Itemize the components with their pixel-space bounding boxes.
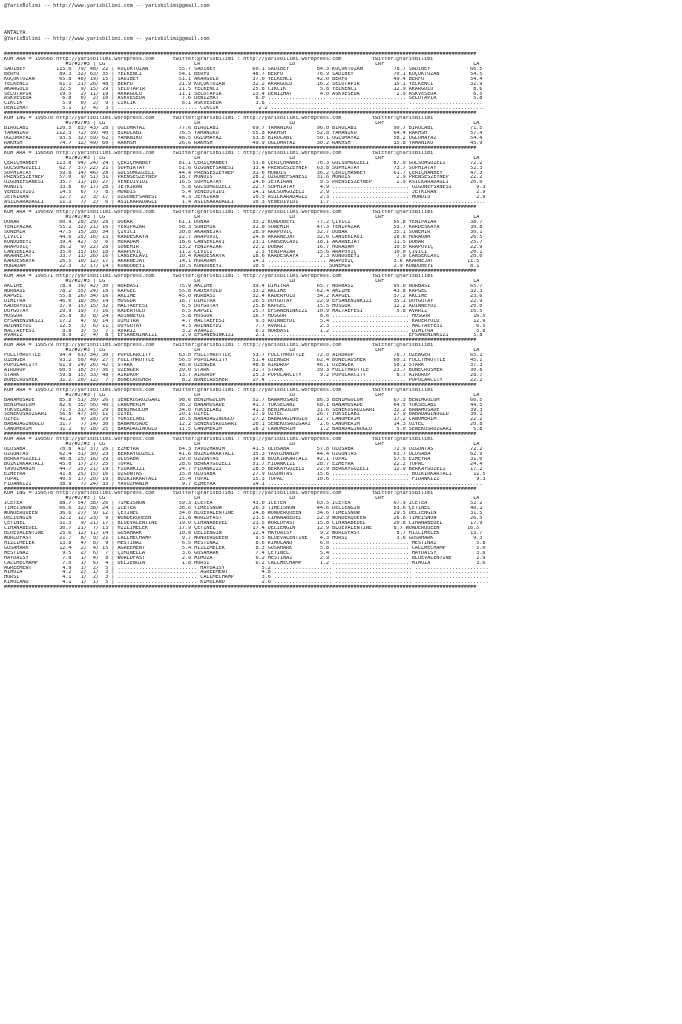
race-header: KUM ING = 199570 http://yarisbilimi.wordpress.com twitter:@YarisBilimi : http://yarisbilimi.wordpress.com twitter:@YarisBilimi <box>4 116 434 122</box>
table-row: BABADAGINOGLU 31.7 7/ 14/ 30 | BANAMÜSADE 12.2 SENEKUSRÜZGARI 20.1 SENEKUSRÜZGARI 2.6 CANOMERIM 14.3 ÖZYEL 20.8 <box>4 422 483 428</box>
race-block <box>4 383 680 432</box>
column-titles: #1/#2/#3 | LG LR LD LRF LA <box>4 279 480 285</box>
table-row: KAPGEL 55.8 26/ 34/ 16 | AKLIME 45.0 NURBASI 32.4 KADERYOLU 34.2 KAPGEL 37.2 AKLIME 23.6 <box>4 293 483 299</box>
table-row: WONDERQUEEN 36.6 27/ 9/ 12 | ÇETINEL 34.0 BLUEVALENTINE 24.6 WONDERQUEEN 34.6 TIMEISNOW 29.5 DELIENGIN 31.5 <box>4 511 483 517</box>
table-row: POPULARCITY 61.9 24/ 26/ 42 | STARK 48.8 ÖZENGER 48.6 AIRDROP 46.1 ÖZENGER 58.1 STARK 37.3 <box>4 363 483 368</box>
separator-line: ########################################################################################################################################################## <box>4 432 477 438</box>
table-row: AVARIZ 8.9 2/ 4/ 8 | EFSANENINKIZI 2.9 EFSANENINKIZI 2.1 ................... ......................... EFSANENINKIZI 5.8 <box>4 333 483 339</box>
column-titles: #1/#2/#3 | LG LR LD LRF LA <box>4 121 480 127</box>
table-row: VENEDIVIDI 14.5 6/ 7/ 8 | MONDIS 5.4 VENEDIVIDI 14.1 GÜLSÜMGÜZELI 2.9 ......................... JETKIRAN 2.9 <box>4 190 486 196</box>
table-row: BANAMÜSADE 85.8 51/ 39/ 26 | SENEKUSRÜZGARI 98.6 BENIMGÜLÜM 52.7 BANAMÜSADE 86.3 BENIMGÜLÜM 67.3 BENIMGÜLÜM 66.5 <box>4 397 483 403</box>
column-titles: #1/#2/#3 | LG LR LD LRF LA <box>4 392 480 398</box>
table-row: HOSGÖR 25.8 8/ 8/ 24 | ADINNEYDI 5.8 HOSGÖR 16.7 HOSGÖR 8.6 ......................... HOSGÖR 16.5 <box>4 313 486 319</box>
table-row: MIMOZA 4.2 2/ 1/ 3 | .......................... AGREEMENT 4.8 ................... ......................... ........................ <box>4 570 489 576</box>
separator-line: ########################################################################################################################################################## <box>4 111 477 117</box>
table-row: ARAPOVIÇ 36.2 9/ 22/ 28 | SONEMIR 13.2 YENIPAZAR 22.2 DOBAR 16.7 HÜRADAM 10.0 ARAPOVIÇ 22.9 <box>4 244 483 250</box>
table-row: MESTINAZ 9.5 2/ 6/ 7 | ÇIMINELLA 3.6 GOSAHARK 7.4 ÇETINEL 5.4 ......................... HAYDAISY 3.6 <box>4 550 486 556</box>
table-row: TIMEISNOW 66.6 32/ 38/ 24 | ICETEA 36.6 TIMEISNOW 26.3 TIMEISNOW 44.6 DELIENGIN 63.6 ÇETINEL 40.1 <box>4 506 483 512</box>
race-report-document <box>4 3 680 590</box>
table-row: SADIBEY 115.0 79/ 48/ 22 | KÜÇÜKTOZAN 55.7 SADIBEY 60.1 SADIBEY 84.3 KÜÇÜKTOZAN 78.7 SADIBEY 66.5 <box>4 66 483 72</box>
race-header: KUM ARA = 199572 http://yarisbilimi.wordpress.com twitter:@YarisBilimi : http://yarisbilimi.wordpress.com twitter:@YarisBilimi <box>4 387 434 393</box>
table-row: YELKENCI 61.1 21/ 26/ 48 | BERFU 21.9 KÜÇÜKTOZAN 32.2 AKARGÜLÜ 16.2 SELOTAPIR 15.1 YELKENCI 32.9 <box>4 81 483 87</box>
race-header: KUM ARA = 199579 http://yarisbilimi.wordpress.com twitter:@YarisBilimi : http://yarisbilimi.wordpress.com twitter:@YarisBilimi <box>4 343 434 349</box>
header-contact-line-2: @YarisBilimi -- http://www.yarisbilimi.com -- yarisbilimi@gmail.com <box>4 36 210 42</box>
separator-line: ########################################################################################################################################################## <box>4 52 477 57</box>
table-row: ÖZENGER 93.2 50/ 49/ 27 | FULLTHROTTLE 56.5 POPULARCITY 51.4 ÖZENGER 62.4 BONECRUSHER 60.1 FULLTHROTTLE 45.1 <box>4 358 483 364</box>
table-row: ÇETINEL 31.3 9/ 21/ 17 | BLUEVALENTINE 19.0 CIHANABEDEL 21.5 WORLDFAST 15.8 CIHANABEDEL 20.8 CIHANABEDEL 17.9 <box>4 521 483 526</box>
race-header: KUM ING = 199578 http://yarisbilimi.wordpress.com twitter:@YarisBilimi : http://yarisbilimi.wordpress.com twitter:@YarisBilimi <box>4 491 434 497</box>
table-row: BLUEVALENTINE 25.6 12/ 11/ 14 | GOSAHARK 10.8 DELIENGIN 12.4 HAYDAISY 9.2 WORLDFAST 8.7 HIZLIMELEK 13.7 <box>4 530 483 536</box>
separator-line: ########################################################################################################################################################## <box>4 585 477 591</box>
table-row: ÖZGÜNEFSANESI 35.7 11/ 18/ 27 | VENEDIVIDI 16.5 SOPHIATAY 24.6 JETKIRAN 9.5 PRENSESZEYNEP 2.9 ASILKARADAGLI 20.0 <box>4 180 483 186</box>
table-row: BONECRUSHER 31.2 20/ 12/ 7 | BONECRUSHER 8.2 BONECRUSHER 17.4 ................... ......................... POPULARCITY 22.2 <box>4 377 483 383</box>
table-row: GOSAHARK 12.4 2/ 4/ 15 | AGREEMENT 5.4 HIZLIMELEK 8.3 GOSAHARK 5.8 ......................... CALLMECHAMP 5.0 <box>4 545 486 551</box>
table-row: CIHANABEDEL 30.7 21/ 7/ 13 | HIZLIMELEK 17.9 ÇETINEL 17.4 DELIENGIN 12.9 BLUEVALENTINE 8.7 WONDERQUEEN 16.5 <box>4 526 480 531</box>
table-row: MONDIS 33.8 0/ 17/ 28 | JETKIRAN 5.8 GÜLSÜMGÜZELI 22.7 SOPHIATAY 4.9 ......................... ÖZGÜNEFSANESI 9.3 <box>4 185 486 191</box>
separator-line: ########################################################################################################################################################## <box>4 382 477 388</box>
table-row: AKARGÜLÜ 32.5 9/ 15/ 29 | SELOTAPIR 21.5 YELKENCI 25.8 CIKCIK 5.8 YELKENCI 12.9 AKARGÜLÜ 8.6 <box>4 86 483 92</box>
table-row: TOPAL 40.5 17/ 20/ 19 | BOZKIRKARTALI 15.4 TOPAL 15.3 TOPAL 10.6 ......................... FIDANKIZI 9.3 <box>4 476 486 482</box>
table-row: ICETEA 88.7 54/ 38/ 26 | TIMEISNOW 59.3 ICETEA 43.0 ICETEA 63.5 ICETEA 67.9 ICETEA 52.2 <box>4 501 483 507</box>
table-row: DIMITRA 46.0 18/ 36/ 14 | HOSGÖR 18.7 DIMITRA 26.5 DUYGUTAY 22.9 EFSANENINKIZI 35.1 DUYGUTAY 22.9 <box>4 298 483 304</box>
city-title: ANTALYA <box>4 30 26 36</box>
table-row: DOBAR 60.9 28/ 29/ 28 | DOBAR 61.1 DOBAR 33.2 KONDUBEYI 77.2 ÇIVICI 65.8 YENIPAZAR 38.7 <box>4 219 483 225</box>
table-row: PRENSESZEYNEP 57.0 9/ 51/ 31 | PRENSESZEYNEP 18.7 MONDIS 28.2 ÖZGÜNEFSANESI 31.6 MONDIS 2.9 PRENSESZEYNEP 22.2 <box>4 175 483 181</box>
separator-line: ########################################################################################################################################################## <box>4 486 477 492</box>
table-row: ÇERIÇHANBEY 113.8 94/ 24/ 24 | ÇERIÇHANBEY 81.1 ÇERIÇHANBEY 53.8 ÇERIÇHANBEY 76.3 GÜLSÜMGÜZELI 87.9 GÜLSÜMGÜZELI 72.2 <box>4 160 483 166</box>
table-row: SONEMIR 47.5 15/ 28/ 34 | ÇIVICI 30.8 AKARNEJAT 28.9 ARAPOVIÇ 32.7 DOBAR 35.1 SONEMIR 30.1 <box>4 229 483 235</box>
column-titles: #1/#2/#3 | LG LR LD LRF LA <box>4 442 480 447</box>
table-row: KÜÇÜKTOZAN 65.8 46/ 19/ 15 | SADIBEY 51.1 AKARGÜLÜ 37.0 YELKENCI 42.0 BERFU 49.4 BERFU 54.4 <box>4 76 483 82</box>
table-row: ASILKARADAGLI 11.1 7/ 2/ 6 | ASILKARADAGLI 1.4 ASILKARADAGLI 10.3 VENEDIVIDI 1.7 ......................... ........................ <box>4 200 486 206</box>
race-block <box>4 432 680 486</box>
separator-line: ########################################################################################################################################################## <box>4 269 477 275</box>
separator-line: ########################################################################################################################################################## <box>4 145 477 151</box>
column-titles: #1/#2/#3 | LG LR LD LRF LA <box>4 348 480 354</box>
table-row: YAVUZHANIM 44.7 25/ 21/ 19 | FIDANKIZI 24.7 FIDANKIZI 28.5 BERKAYGÜZELI 22.9 BERKAYGÜZELI 12.9 BERKAYGÜZELI 17.2 <box>4 466 483 472</box>
table-row: FULLTHROTTLE 94.4 63/ 34/ 30 | POPULARCITY 63.0 FULLTHROTTLE 53.7 FULLTHROTTLE 72.0 AIRDROP 78.7 ÖZENGER 65.1 <box>4 353 483 359</box>
race-header: KUM ARA = 199569 http://yarisbilimi.wordpress.com twitter:@YarisBilimi : http://yarisbilimi.wordpress.com twitter:@YarisBilimi <box>4 210 434 215</box>
table-row: KARDESKAYA 26.5 10/ 12/ 17 | AKARNEJAT 14.1 HÜRADAM 14.1 ................... ARAPOVIÇ 3.6 AKARNEJAT 11.5 <box>4 259 480 265</box>
race-block <box>4 111 680 146</box>
table-row: SOPHIATAY 59.8 14/ 46/ 28 | GÜLSÜMGÜZELI 44.4 PRENSESZEYNEP 31.6 MONDIS 36.2 ÇERIÇHANBEY 61.7 ÇERIÇHANBEY 47.3 <box>4 170 483 176</box>
table-row: YAMANIKO 112.3 72/ 39/ 40 | BIROLABI 76.5 YAMANIKO 55.8 RAKHSH 52.8 YAMANIKO 64.4 RAKHSH 57.4 <box>4 131 483 136</box>
column-titles: #1/#2/#3 | LG LR LD LRF LA <box>4 61 480 67</box>
table-row: CANSEKLAVI 35.0 15/ 16/ 18 | ARAPOVIÇ 11.2 ÇIVICI 2.3 YENIPAZAR 15.6 ARAPOVIÇ 10.0 ÇIVICI 20.1 <box>4 249 483 255</box>
race-block <box>4 487 680 586</box>
race-block <box>4 146 680 205</box>
table-row: KONDUBEYI 39.4 42/ 3/ 6 | HÜRADAM 18.6 CANSEKLAVI 23.1 CANSEKLAVI 18.1 AKARNEJAT 11.5 DOBAR 25.7 <box>4 239 483 245</box>
table-row: AKARNEJAT 33.7 11/ 26/ 16 | CANSEKLAVI 10.4 KARDESKAYA 18.6 KARDESKAYA 2.3 KONDUBEYI 7.9 CANSEKLAVI 20.0 <box>4 254 483 260</box>
table-row: CALLMECHAMP 7.0 1/ 6/ 4 | DELIENGIN 1.8 HORSI 6.2 CALLMECHAMP 1.2 ......................... MIMOZA 3.6 <box>4 560 486 566</box>
table-row: OGLUMAYAZ 93.5 32/ 59/ 62 | YAMANIKO 48.5 OGLUMAYAZ 53.8 BIROLABI 50.1 OGLUMAYAZ 58.2 OGLUMAYAZ 54.4 <box>4 135 483 141</box>
table-row: ULUSABA 78.8 43/ 37/ 26 | EZMEYRA 64.3 YAVUZHANIM 41.5 ULUSABA 57.8 ULUSABA 72.9 ÖZGÜNTAS 72.2 <box>4 447 483 452</box>
table-row: ASKVESEDA 6.8 0/ 2/ 10 | ASKVESEDA 7.6 DENIZHAT 6.0 ................... ......................... SELOTAPIR 5.8 <box>4 96 483 102</box>
table-row: BOZKIRKARTALI 45.0 17/ 27/ 25 | TOPAL 28.6 BERKAYGÜZELI 31.7 FIDANKIZI 28.7 EZMEYRA 22.2 TOPAL 24.4 <box>4 461 483 467</box>
race-header: KUM ARA = 199566 http://yarisbilimi.wordpress.com twitter:@YarisBilimi : http://yarisbilimi.wordpress.com twitter:@YarisBilimi <box>4 56 434 62</box>
race-block <box>4 205 680 269</box>
table-row: SELOTAPIR 19.5 2/ 11/ 19 | AKARGÜLÜ 11.1 SELOTAPIR 13.4 DENIZHAT 4.0 ASKVESEDA 2.9 ASKVESEDA 6.5 <box>4 91 483 97</box>
race-header: KUM ARA = 199568 http://yarisbilimi.wordpress.com twitter:@YarisBilimi : http://yarisbilimi.wordpress.com twitter:@YarisBilimi <box>4 150 434 156</box>
separator-line: ########################################################################################################################################################## <box>4 205 477 210</box>
table-row: ÇIVICI 44.6 25/ 16/ 13 | KARDESKAYA 22.7 ARAPOVIÇ 24.6 AKARNEJAT 32.6 CANSEKLAVI 28.6 HÜRADAM 26.5 <box>4 234 483 240</box>
table-row: EFSANENINKIZI 17.2 4/ 9/ 14 | DIMITRA 4.7 MALTAEFESI 9.3 ADINNEYDI 5.4 ......................... KADERYOLU 12.9 <box>4 318 486 324</box>
table-row: AGREEMENT 4.9 1/ 2/ 5 | .......................... HAYDAISY 5.2 ................... ......................... ........................ <box>4 565 489 571</box>
race-block <box>4 269 680 338</box>
race-block <box>4 338 680 382</box>
table-row: KIMOLAND 4.1 1/ 1/ 5 | .......................... KIMOLAND 2.6 ................... ......................... ........................ <box>4 580 489 586</box>
table-row: HIZLIMELEK 13.8 4/ 8/ 9 | MESTINAZ 6.5 MESTINAZ 8.6 KIMOLAND 6.0 ......................... MESTINAZ 5.8 <box>4 540 486 546</box>
table-row: RAKHSH 74.7 12/ 49/ 60 | RAKHSH 26.6 RAKHSH 49.9 OGLUMAYAZ 30.2 RAKHSH 15.8 YAMANIKO 45.9 <box>4 140 483 146</box>
column-titles: #1/#2/#3 | LG LR LD LRF LA <box>4 214 480 220</box>
table-row: KADERYOLU 37.9 15/ 15/ 32 | MALTAEFESI 6.5 DUYGUTAY 25.8 KAPGEL 15.5 HOSGÖR 12.2 ADINNEYDI 20.0 <box>4 303 483 309</box>
table-row: JETKIRAN 12.7 2/ 3/ 17 | ÖZGÜNEFSANESI 4.3 JETKIRAN 10.5 ASILKARADAGLI 2.3 ......................... MONDIS 2.9 <box>4 195 486 201</box>
table-row: CANOMERIM 31.1 6/ 18/ 25 | BABADAGINOGLU 11.5 CANOMERIM 18.2 CANOMERIM 1.2 BABADAGINOGLU 5.0 SENEKUSRÜZGARI 5.8 <box>4 427 483 433</box>
table-row: HÜRADAM 22.3 3/ 17/ 14 | KONDUBEYI 10.5 KONDUBEYI 10.5 ................... SONEMIR 2.9 KONDUBEYI 8.1 <box>4 264 480 270</box>
table-row: SENEKUSRÜZGARI 56.8 47/ 10/ 11 | ÖZYEL 20.1 ÖZYEL 27.9 ÖZYEL 26.7 YÜKSELABI 27.9 BABADAGINOGLU 30.1 <box>4 412 483 418</box>
table-row: YENIPAZAR 55.1 32/ 21/ 16 | YENIPAZAR 58.3 SONEMIR 31.8 SONEMIR 47.3 YENIPAZAR 53.7 KARDESKAYA 30.8 <box>4 224 483 230</box>
header-contact-line: @YarisBilimi -- http://www.yarisbilimi.com -- yarisbilimi@gmail.com <box>4 3 210 9</box>
table-row: BIROLABI 120.5 83/ 43/ 28 | OGLUMAYAZ 77.6 BIROLABI 69.7 YAMANIKO 96.0 BIROLABI 90.7 BIROLABI 71.5 <box>4 126 483 131</box>
table-row: MALTAEFESI 9.8 3/ 5/ 7 | AVARIZ 3.2 AVARIZ 6.2 NURBASI 1.2 ......................... DIMITRA 5.8 <box>4 328 486 334</box>
table-row: GÜLSÜMGÜZELI 62.7 37/ 22/ 21 | SOPHIATAY 51.6 ÖZGÜNEFSANESI 33.4 PRENSESZEYNEP 63.8 SOPHIATAY 73.7 SOPHIATAY 52.3 <box>4 165 483 171</box>
table-row: BENIMGÜLÜM 82.6 35/ 56/ 40 | CANOMERIM 36.2 BANAMÜSADE 41.7 YÜKSELABI 68.1 BANAMÜSADE 64.5 YÜKSELABI 44.5 <box>4 402 483 408</box>
table-row: WORLDFAST 21.7 8/ 9/ 21 | CALLMECHAMP 9.7 WONDERQUEEN 9.5 BLUEVALENTINE 4.3 HORSI 3.6 GOSAHARK 9.3 <box>4 535 483 541</box>
table-row: CIKCIK 5.9 0/ 2/ 9 | CIKCIK 6.1 ASKVESEDA 3.8 ................... ......................... ........................ <box>4 101 483 107</box>
table-row: DUYGUTAY 29.9 19/ 7/ 16 | KADERYOLU 6.5 KAPGEL 25.7 EFSANENINKIZI 10.9 MALTAEFESI 5.8 AVARIZ 16.5 <box>4 308 483 314</box>
table-row: BERFU 89.3 32/ 63/ 35 | YELKENCI 54.1 BERFU 48.7 BERFU 76.9 SADIBEY 70.1 KÜÇÜKTOZAN 54.5 <box>4 71 483 77</box>
table-row: ÖZGÜNTAS 62.4 31/ 30/ 23 | BERKAYGÜZELI 41.6 BOZKIRKARTALI 35.3 YAVUZHANIM 44.4 ÖZGÜNTAS 63.7 ULUSABA 62.9 <box>4 451 483 457</box>
table-row: HAYDAISY 7.8 1/ 4/ 8 | WORLDFAST 2.9 MIMOZA 6.2 MESTINAZ 2.9 ......................... BLUEVALENTINE 2.9 <box>4 555 486 561</box>
table-row: DENIZHAT 5.1 1/ 4/ 3 | .......................... CIKCIK 2.2 ................... ......................... ........................ <box>4 106 486 112</box>
table-row: AKLIME 78.9 39/ 42/ 30 | NURBASI 75.9 AKLIME 39.4 DIMITRA 65.7 NURBASI 95.0 NURBASI 65.7 <box>4 284 483 289</box>
race-block <box>4 52 680 111</box>
race-header: KUM ARA = 199571 http://yarisbilimi.wordpress.com twitter:@YarisBilimi : http://yarisbilimi.wordpress.com twitter:@YarisBilimi <box>4 274 434 280</box>
table-row: ADINNEYDI 12.5 3/ 6/ 11 | DUYGUTAY 4.3 ADINNEYDI 7.7 AVARIZ 2.3 ......................... MALTAEFESI 6.5 <box>4 323 486 329</box>
table-row: HORSI 4.1 1/ 2/ 3 | .......................... CALLMECHAMP 3.6 ................... ......................... ........................ <box>4 575 489 581</box>
table-row: DELIENGIN 32.2 12/ 23/ 9 | WONDERQUEEN 21.8 WORLDFAST 21.5 CIHANABEDEL 22.9 WONDERQUEEN 26.6 TIMEISNOW 26.5 <box>4 516 483 522</box>
table-row: EZMEYRA 41.8 25/ 15/ 16 | ÖZGÜNTAS 15.8 ULUSABA 27.9 ÖZGÜNTAS 15.6 ......................... BOZKIRKARTALI 11.5 <box>4 471 486 477</box>
column-titles: #1/#2/#3 | LG LR LD LRF LA <box>4 496 480 502</box>
separator-line: ########################################################################################################################################################## <box>4 338 477 344</box>
race-tables <box>4 52 680 590</box>
table-row: ÖZYEL 41.2 9/ 28/ 29 | YÜKSELABI 16.5 BABADAGINOGLU 27.2 BABADAGINOGLU 12.7 CANOMERIM 17.2 CANOMERIM 22.2 <box>4 417 483 423</box>
table-row: FIDANKIZI 38.9 7/ 24/ 33 | YAVUZHANIM 9.7 EZMEYRA 14.1 ................... ......................... ........................ <box>4 481 483 487</box>
table-row: NURBASI 78.2 35/ 24/ 18 | KAPGEL 55.8 KADERYOLU 33.2 AKLIME 62.4 AKLIME 43.8 KAPGEL 32.3 <box>4 289 483 294</box>
table-row: BERKAYGÜZELI 48.8 25/ 16/ 29 | ULUSABA 29.0 ÖZGÜNTAS 34.8 BOZKIRKARTALI 42.1 TOPAL 57.5 EZMEYRA 31.6 <box>4 456 483 462</box>
column-titles: #1/#2/#3 | LG LR LD LRF LA <box>4 155 480 161</box>
table-row: AIRDROP 60.5 18/ 37/ 36 | ÖZENGER 39.0 STARK 32.7 STARK 39.3 FULLTHROTTLE 23.7 BONECRUSHER 30.8 <box>4 368 483 373</box>
race-header: KUM ARA = 199567 http://yarisbilimi.wordpress.com twitter:@YarisBilimi : http://yarisbilimi.wordpress.com twitter:@YarisBilimi <box>4 437 434 443</box>
table-row: STARK 59.8 15/ 33/ 48 | AIRDROP 13.7 AIRDROP 25.3 POPULARCITY 9.2 POPULARCITY 8.7 AIRDROP 28.7 <box>4 372 483 378</box>
table-row: YÜKSELABI 71.5 31/ 45/ 29 | BENIMGÜLÜM 34.0 YÜKSELABI 41.3 BENIMGÜLÜM 31.6 SENEKUSRÜZGARI 32.2 BANAMÜSADE 39.3 <box>4 407 483 413</box>
